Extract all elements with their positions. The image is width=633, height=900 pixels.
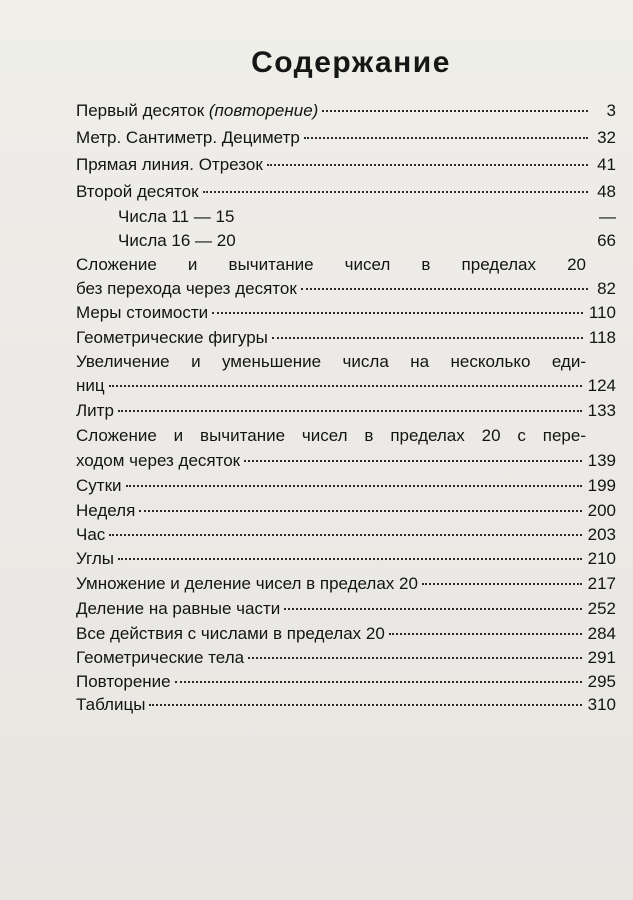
toc-entry [76, 548, 616, 570]
dot-leader [267, 164, 588, 166]
toc-entry-title: Деление на равные части [76, 599, 281, 618]
dot-leader [175, 681, 582, 683]
dot-leader [118, 410, 582, 412]
toc-entry-title: Все действия с числами в пределах 20 [76, 624, 385, 643]
toc-page-number: 124 [587, 376, 616, 395]
toc-page-number: 291 [587, 648, 616, 667]
toc-entry [76, 598, 616, 620]
toc-subentry [118, 206, 616, 228]
toc-entry [76, 671, 616, 693]
dot-leader [109, 385, 582, 387]
dot-leader [203, 191, 588, 193]
toc-page-number: 199 [587, 476, 616, 495]
toc-page-number: 110 [588, 303, 616, 322]
toc-entry-title: Литр [76, 401, 114, 420]
dot-leader [272, 337, 583, 339]
toc-entry-title: ниц [76, 376, 105, 395]
toc-entry [76, 573, 616, 595]
dot-leader [422, 583, 582, 585]
toc-entry [76, 278, 616, 300]
toc-page-number: 252 [587, 599, 616, 618]
toc-entry-title: Геометрические фигуры [76, 328, 268, 347]
toc-page-number: 48 [597, 182, 616, 201]
toc-entry-title: ходом через десяток [76, 451, 241, 470]
toc-entry-line1: Сложение и вычитание чисел в пределах 20 [76, 255, 586, 274]
toc-entry-emphasis: (повторение) [208, 101, 319, 120]
toc-page-number: 284 [587, 624, 616, 643]
dot-leader [139, 510, 581, 512]
toc-page-number: 66 [597, 231, 616, 250]
toc-entry [76, 400, 616, 422]
toc-entry-line1: Увеличение и уменьшение числа на несколько еди- [76, 352, 586, 371]
dot-leader [301, 288, 588, 290]
toc-entry-title: Углы [76, 549, 115, 568]
toc-entry-title: Таблицы [76, 695, 146, 714]
toc-page-number: 203 [587, 525, 616, 544]
toc-page-number: 295 [587, 672, 616, 691]
toc-page-number: 310 [587, 695, 616, 714]
toc-entry-title: Второй десяток [76, 182, 199, 201]
toc-entry [76, 623, 616, 645]
toc-page-number: 200 [587, 501, 616, 520]
toc-entry-title: Числа 11 — 15 [118, 207, 235, 226]
toc-entry [76, 100, 616, 122]
toc-entry-title: Повторение [76, 672, 171, 691]
toc-entry-title: Геометрические тела [76, 648, 245, 667]
toc-page-number: 41 [597, 155, 616, 174]
toc-page-number: 3 [606, 101, 616, 120]
toc-entry-title: Умножение и деление чисел в пределах 20 [76, 574, 418, 593]
toc-entry-title: Меры стоимости [76, 303, 209, 322]
toc-page-number: 210 [587, 549, 616, 568]
dot-leader [322, 110, 588, 112]
dot-leader [284, 608, 581, 610]
toc-entry [76, 375, 616, 397]
dot-leader [212, 312, 583, 314]
toc-page-number: 139 [587, 451, 616, 470]
dot-leader [126, 485, 582, 487]
toc-entry-line1: Сложение и вычитание чисел в пределах 20 с пере- [76, 426, 586, 445]
dot-leader [244, 460, 582, 462]
toc-page-number: 133 [587, 401, 616, 420]
toc-entry-title: Неделя [76, 501, 136, 520]
toc-entry-title: Первый десяток (повторение) [76, 101, 319, 120]
toc-page-number: 217 [587, 574, 616, 593]
toc-entry-title: Метр. Сантиметр. Дециметр [76, 128, 300, 147]
toc-entry-title: Прямая линия. Отрезок [76, 155, 263, 174]
toc-entry [76, 327, 616, 349]
dot-leader [109, 534, 581, 536]
toc-page-number: 118 [588, 328, 616, 347]
toc-entry [76, 500, 616, 522]
toc-entry [76, 450, 616, 472]
toc-page-number: 32 [597, 128, 616, 147]
toc-entry [76, 154, 616, 176]
toc-entry [76, 647, 616, 669]
dot-leader [304, 137, 588, 139]
toc-subentry [118, 230, 616, 252]
dot-leader [389, 633, 582, 635]
toc-page-number: — [599, 207, 616, 226]
toc-entry [76, 475, 616, 497]
toc-entry [76, 524, 616, 546]
page-title: Содержание [251, 46, 451, 79]
toc-entry [76, 181, 616, 203]
toc-entry [76, 302, 616, 324]
dot-leader [248, 657, 582, 659]
toc-page-number: 82 [597, 279, 616, 298]
toc-entry-title: Час [76, 525, 106, 544]
dot-leader [118, 558, 582, 560]
toc-entry-title: без перехода через десяток [76, 279, 297, 298]
toc-entry [76, 127, 616, 149]
toc-entry-title: Числа 16 — 20 [118, 231, 236, 250]
dot-leader [149, 704, 581, 706]
toc-entry [76, 694, 616, 716]
toc-entry-title: Сутки [76, 476, 122, 495]
